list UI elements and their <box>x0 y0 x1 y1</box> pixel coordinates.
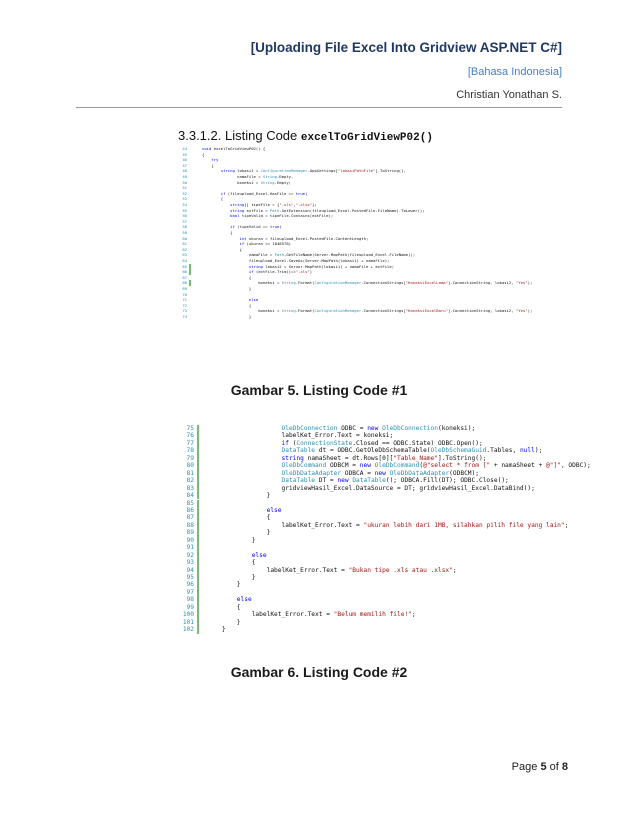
code-line-text <box>207 596 252 603</box>
code-token: .Format( <box>295 280 315 286</box>
code-line-text <box>207 522 568 529</box>
code-token: "Belum memilih file!" <box>333 611 412 619</box>
code-token: else <box>207 551 267 559</box>
code-line-text <box>207 485 535 492</box>
section-number: 3.3.1.2. <box>178 128 222 143</box>
code-line-text <box>207 552 267 559</box>
code-line-text <box>207 477 509 484</box>
code-token: string <box>202 207 247 213</box>
code-line-text <box>207 462 591 469</box>
change-indicator <box>197 514 199 521</box>
code-line-number: 102 <box>182 626 194 634</box>
figure-caption-1: Gambar 5. Listing Code #1 <box>230 382 408 398</box>
code-line-text <box>207 470 479 477</box>
code-token: namaSheet = dt.Rows[0][ <box>307 454 394 462</box>
code-token: Path <box>269 207 280 213</box>
code-token: } <box>207 626 226 634</box>
change-indicator <box>197 477 199 484</box>
code-token: OleDbConnection <box>382 425 438 432</box>
code-token: Path <box>274 252 284 258</box>
change-indicator <box>197 455 199 462</box>
code-token: ".xls" <box>295 269 310 275</box>
code-token: else <box>207 596 252 604</box>
code-token: DataTable <box>207 477 319 485</box>
code-line-number: 47 <box>182 162 187 168</box>
code-line-number: 97 <box>186 588 194 596</box>
code-line-number: 91 <box>186 544 194 552</box>
code-token: ( <box>292 439 297 447</box>
document-language: [Bahasa Indonesia] <box>467 66 562 78</box>
change-indicator <box>197 559 199 566</box>
code-token: string <box>202 263 266 269</box>
code-line-number: 75 <box>186 425 194 432</box>
code-token: "lokasiPathFile" <box>337 168 376 174</box>
code-line-text <box>207 581 241 588</box>
code-line-text <box>202 314 251 320</box>
code-token: try <box>202 157 219 163</box>
code-token: namaFile = <box>202 174 263 179</box>
code-line-number: 86 <box>186 506 194 514</box>
change-indicator <box>197 574 199 581</box>
code-token: { <box>202 230 233 235</box>
code-line-number: 82 <box>186 477 194 485</box>
code-token: string <box>202 202 245 207</box>
code-token: } <box>207 536 256 544</box>
code-token: ].ConnectionString, lokasi2, <box>448 308 516 314</box>
code-token: DT = <box>318 477 338 485</box>
code-token: ); <box>527 308 533 314</box>
code-line-number: 56 <box>182 213 187 219</box>
code-token: { <box>202 162 214 168</box>
code-line-number: 62 <box>182 246 187 252</box>
code-token: fileupload_Excel.SaveAs(Server.MapPath(lokasi1) + namaFile); <box>202 258 390 263</box>
code-line-number: 53 <box>182 196 187 202</box>
change-indicator <box>197 500 199 507</box>
code-token: int <box>202 235 249 241</box>
code-token: { <box>207 603 241 611</box>
code-token: else <box>207 506 282 514</box>
code-token: , <box>293 202 296 207</box>
code-token: .Format( <box>295 308 315 314</box>
code-token: OleDbCommand <box>374 462 420 470</box>
code-token: OleDbDataAdapter <box>207 469 345 477</box>
code-line-number: 49 <box>182 174 187 179</box>
code-token: .GetExtension(fileupload_Excel.PostedFile.FileName).ToLower(); <box>279 207 425 213</box>
code-token: OleDbConnection <box>207 425 342 432</box>
code-token: .Tables, <box>486 447 520 455</box>
code-token: @"select * from [" <box>423 462 491 470</box>
code-token: string <box>207 454 308 462</box>
code-token: labelKet_Error.Text = <box>207 611 334 619</box>
code-line-number: 54 <box>182 202 187 207</box>
code-token: [] tipeFile = { <box>244 202 280 207</box>
section-heading <box>178 128 433 144</box>
code-line-text <box>207 440 483 447</box>
code-token: gridviewHasil_Excel.DataSource = DT; gridviewHasil_Excel.DataBind(); <box>207 484 535 492</box>
code-line-text <box>207 447 542 454</box>
code-line-number: 101 <box>182 618 194 626</box>
code-line-text <box>207 425 475 432</box>
code-token: @"]" <box>546 462 561 470</box>
code-token: (koneksi); <box>437 425 476 432</box>
code-token: ConfigurationManager <box>314 308 362 314</box>
code-token: .Empty; <box>274 179 292 185</box>
code-line-number: 87 <box>186 514 194 522</box>
code-token: ].ToString(), <box>375 168 406 174</box>
code-token: (tipeValid == <box>237 224 270 230</box>
code-token: ); <box>527 280 533 286</box>
code-token: void <box>202 146 214 151</box>
code-token: "Yes" <box>515 308 528 314</box>
code-line-number: 65 <box>182 263 187 269</box>
change-indicator <box>197 470 199 477</box>
code-line-number: 68 <box>182 280 187 286</box>
code-line-number: 70 <box>182 291 187 297</box>
code-token: ( <box>419 462 424 470</box>
code-line-text <box>207 455 486 462</box>
code-line-number: 46 <box>182 157 187 163</box>
code-line-number: 78 <box>186 447 194 455</box>
change-indicator <box>197 440 199 447</box>
code-token: { <box>202 302 252 308</box>
code-token: (ODBCM); <box>449 469 479 477</box>
code-line-number: 71 <box>182 297 187 303</box>
code-token: { <box>202 246 242 252</box>
change-indicator <box>197 611 199 618</box>
code-token: (ukuran <= 1048576) <box>246 241 292 247</box>
code-token: "ukuran lebih dari 1MB, silahkan pilih file yang lain" <box>363 521 565 529</box>
change-indicator <box>197 626 199 633</box>
document-title: [Uploading File Excel Into Gridview ASP.NET C#] <box>250 40 562 55</box>
code-token: } <box>207 574 256 581</box>
code-line-number: 99 <box>186 603 194 611</box>
code-listing-1 <box>175 146 587 320</box>
section-label: Listing Code <box>225 128 298 143</box>
code-token: ".xls" <box>279 202 294 207</box>
code-line-number: 69 <box>182 286 187 291</box>
code-token: koneksi = <box>202 179 261 185</box>
code-line-number: 44 <box>182 146 187 151</box>
code-token: } <box>207 618 241 626</box>
code-token: .ConnectionStrings[ <box>361 280 406 286</box>
code-token: "Bukan tipe .xls atau .xlsx" <box>348 566 453 574</box>
code-token: } <box>207 529 271 537</box>
page-number: 5 <box>540 761 547 773</box>
code-token: if <box>202 224 238 230</box>
code-token: DataTable <box>207 447 319 455</box>
code-line-number: 81 <box>186 469 194 477</box>
code-token: if <box>202 269 256 275</box>
code-listing-2 <box>175 425 591 634</box>
change-indicator <box>197 492 199 499</box>
code-token: if <box>207 439 293 447</box>
code-line-number: 85 <box>186 499 194 507</box>
code-token: , ODBC); <box>560 462 591 470</box>
page-footer <box>512 761 568 773</box>
change-indicator <box>197 507 199 514</box>
code-token: (fileupload_Excel.HasFile == <box>227 190 296 196</box>
code-token: labelKet_Error.Text = <box>207 566 349 574</box>
code-line-text <box>207 492 270 499</box>
code-line-text <box>207 574 255 581</box>
code-line-text <box>207 432 393 439</box>
code-token: new <box>337 477 353 485</box>
change-indicator <box>197 537 199 544</box>
code-token: String <box>260 179 275 185</box>
code-token: ].ToString(); <box>437 454 487 462</box>
code-token: tipeValid = tipeFile.Contains(extFile); <box>241 213 334 219</box>
code-token: ODBC = <box>341 425 368 432</box>
change-indicator <box>197 589 199 596</box>
code-line-number: 72 <box>182 302 187 308</box>
code-line-number: 52 <box>182 190 187 196</box>
code-token: .GetFileName(Server.MapPath(fileupload_Excel.FileName)); <box>284 252 416 258</box>
code-line-text <box>207 604 241 611</box>
code-token: lokasi2 = Server.MapPath(lokasi1) + namaFile + extFile; <box>265 263 395 269</box>
change-indicator <box>197 619 199 626</box>
code-line-text <box>202 146 265 152</box>
code-line-number: 88 <box>186 521 194 529</box>
code-line-number: 64 <box>182 258 187 263</box>
code-line-number: 66 <box>182 269 187 275</box>
code-token: ; <box>564 521 569 529</box>
code-token: lokasi1 = <box>237 168 261 174</box>
code-token: .Empty, <box>276 174 294 179</box>
code-line-number: 92 <box>186 551 194 559</box>
change-indicator <box>197 604 199 611</box>
code-token: { <box>207 514 271 522</box>
code-token: .Closed == ODBC.State) ODBC.Open(); <box>352 439 483 447</box>
code-token: ) <box>305 190 308 196</box>
code-line-text <box>202 286 251 292</box>
code-line-number: 94 <box>186 566 194 574</box>
code-line-number: 67 <box>182 274 187 280</box>
code-line-text <box>202 180 291 186</box>
code-token: } <box>207 581 241 589</box>
change-indicator <box>197 552 199 559</box>
code-line-number: 90 <box>186 536 194 544</box>
code-line-text <box>202 213 333 219</box>
code-line-number: 51 <box>182 185 187 191</box>
code-line-text <box>207 619 241 626</box>
code-token: labelKet_Error.Text = <box>207 521 364 529</box>
code-line-text <box>207 559 255 566</box>
change-indicator <box>189 269 191 275</box>
code-token: DataTable <box>352 477 386 485</box>
code-line-number: 59 <box>182 230 187 235</box>
code-line-number: 60 <box>182 235 187 241</box>
code-token: }; <box>312 202 317 207</box>
code-line-number: 48 <box>182 168 187 174</box>
code-line-text <box>207 567 457 574</box>
code-token: String <box>281 280 296 286</box>
code-line-number: 95 <box>186 574 194 581</box>
code-token: labelKet_Error.Text = koneksi; <box>207 432 394 440</box>
code-token: extFile = <box>246 207 270 213</box>
code-token: { <box>202 274 252 280</box>
document-author: Christian Yonathan S. <box>456 89 562 101</box>
code-token: String <box>281 308 296 314</box>
code-token: if <box>202 190 228 196</box>
code-token: string <box>202 168 238 174</box>
code-line-number: 50 <box>182 179 187 185</box>
section-method-name: excelToGridViewP02() <box>300 132 433 144</box>
code-token: ConfigurationManager <box>314 280 362 286</box>
code-line-text <box>207 611 416 618</box>
code-line-number: 77 <box>186 439 194 447</box>
code-token: } <box>207 492 271 500</box>
code-line-number: 79 <box>186 454 194 462</box>
code-token: ; <box>411 611 416 619</box>
code-line-number: 96 <box>186 581 194 589</box>
change-indicator <box>197 462 199 469</box>
code-token: (); ODBCA.Fill(DT); ODBC.Close(); <box>385 477 509 485</box>
code-token: ODBCM = <box>329 462 360 470</box>
code-token: .ConnectionStrings[ <box>361 308 406 314</box>
code-token: ; <box>452 566 457 574</box>
code-token: bool <box>202 213 242 219</box>
code-token: null <box>519 447 535 455</box>
code-token: ); <box>534 447 543 455</box>
code-line-number: 83 <box>186 484 194 492</box>
change-indicator <box>197 447 199 454</box>
change-indicator <box>197 567 199 574</box>
code-line-number: 98 <box>186 596 194 604</box>
header-divider <box>76 107 562 108</box>
change-indicator <box>189 280 191 286</box>
code-token: } <box>202 286 252 291</box>
code-line-number: 58 <box>182 224 187 230</box>
code-token: OleDbSchemaGuid <box>430 447 487 455</box>
code-token: { <box>207 559 256 567</box>
code-line-number: 45 <box>182 151 187 157</box>
code-token: if <box>202 241 247 247</box>
code-token: .AppSettings[ <box>307 168 338 174</box>
code-token: "KoneksiExcelLama" <box>405 280 448 286</box>
code-line-text <box>202 308 532 314</box>
code-token: true <box>295 190 306 196</box>
code-line-number: 61 <box>182 241 187 247</box>
code-line-number: 80 <box>186 462 194 470</box>
code-token: } <box>202 314 252 319</box>
change-indicator <box>197 596 199 603</box>
code-token: String <box>262 174 277 179</box>
page-word: Page <box>511 761 538 773</box>
code-line-number: 73 <box>182 308 187 314</box>
code-token: ConnectionState <box>296 439 353 447</box>
code-token: else <box>202 297 259 303</box>
code-line-text <box>207 507 282 514</box>
code-token: new <box>367 425 383 432</box>
code-line-text <box>207 626 226 633</box>
page-total: 8 <box>561 761 568 773</box>
code-token: + namaSheet + <box>490 462 547 470</box>
code-token: true <box>269 224 280 230</box>
change-indicator <box>197 544 199 551</box>
figure-caption-2: Gambar 6. Listing Code #2 <box>230 664 408 680</box>
code-token: ODBCA = <box>344 469 375 477</box>
code-token: "Yes" <box>515 280 528 286</box>
change-indicator <box>197 432 199 439</box>
code-token: koneksi = <box>202 308 282 314</box>
code-line-number: 63 <box>182 252 187 258</box>
change-indicator <box>197 581 199 588</box>
code-line-number: 57 <box>182 218 187 224</box>
code-token: "KoneksiExcelBaru" <box>405 308 448 314</box>
code-line-number: 89 <box>186 529 194 537</box>
code-token: ].ConnectionString, lokasi2, <box>448 280 516 286</box>
code-line-text <box>207 529 270 536</box>
change-indicator <box>197 425 199 432</box>
code-token: koneksi = <box>202 280 282 286</box>
code-token: dt = ODBC.GetOleDbSchemaTable( <box>318 447 431 455</box>
code-token: "Table_Name" <box>393 454 438 462</box>
code-token: new <box>374 469 390 477</box>
code-line-text <box>207 514 270 521</box>
code-token: excelToGridViewP02() { <box>213 146 266 151</box>
code-token: OleDbDataAdapter <box>389 469 450 477</box>
code-token: (extFile.Trim()== <box>255 269 296 275</box>
code-token: new <box>359 462 375 470</box>
code-line-text <box>202 280 532 286</box>
code-line-number: 84 <box>186 492 194 500</box>
code-token: { <box>202 196 224 202</box>
code-token: { <box>202 151 205 157</box>
code-line-number: 93 <box>186 559 194 567</box>
code-token: ) <box>279 224 282 230</box>
of-word: of <box>549 761 559 773</box>
code-line-number: 100 <box>182 611 194 619</box>
code-token: OleDbCommand <box>207 462 330 470</box>
code-token: ) <box>309 269 313 275</box>
code-line-number: 55 <box>182 207 187 213</box>
code-line-number: 74 <box>182 314 187 319</box>
code-token: ".xlsx" <box>295 202 313 207</box>
change-indicator <box>197 485 199 492</box>
code-token: ukuran = fileupload_Excel.PostedFile.ContentLength; <box>248 235 369 241</box>
code-line-text <box>207 537 255 544</box>
change-indicator <box>197 522 199 529</box>
change-indicator <box>197 529 199 536</box>
code-token: ConfigurationManager <box>260 168 308 174</box>
code-token: namaFile = <box>202 252 275 258</box>
code-line-number: 76 <box>186 432 194 440</box>
